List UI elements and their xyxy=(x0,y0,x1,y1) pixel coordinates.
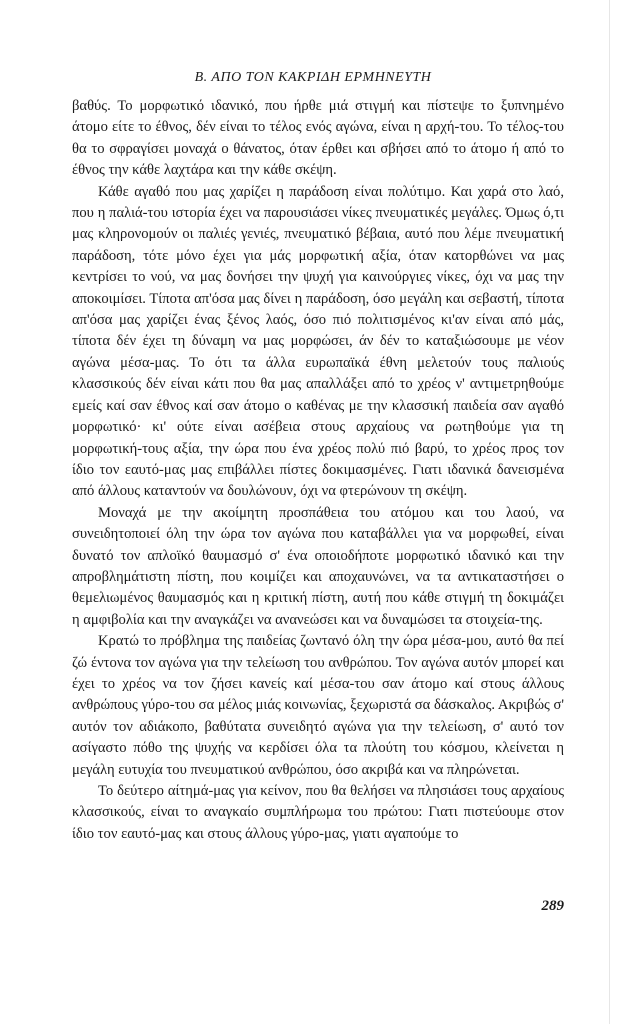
paragraph-2: Κάθε αγαθό που μας χαρίζει η παράδοση είναι πολύτιμο. Και χαρά στο λαό, που η παλιά-του ιστορία έχει να παρουσιάσει νίκες πνευματικές μεγάλες. Όμως ό,τι μας κληρονομούν οι παλιές γενιές, πνευματικό βέβαια, αυτό που λέμε πνευματική παράδοση, τότε μόνο έχει για μάς μορφωτική αξία, όταν κατορθώνει να μας κεντρίσει το νού, να μας δονήσει την ψυχή για καινούργιες νίκες, όχι να μας την αποκοιμίσει. Τίποτα απ'όσα μας δίνει η παράδοση, όσο μεγάλη και σεβαστή, τίποτα απ'όσα μας χαρίζει ένας ξένος λαός, όσο πιό πολιτισμένος κι'αν είναι από μάς, τίποτα δέν έχει τη δύναμη να μας μορφώσει, άν δέν το καταξιώσουμε με νέον αγώνα μέσα-μας. Το ότι τα άλλα ευρωπαϊκά έθνη μελετούν τους παλιούς κλασσικούς δέν είναι κάτι που θα μας απαλλάξει από το χρέος ν' αντιμετρηθούμε εμείς καί σαν έθνος καί σαν άτομο ο καθένας με την κλασσική παιδεία σαν αγαθό μορφωτικό· κι' ούτε είναι ασέβεια στους αρχαίους να ρωτηθούμε για τη μορφωτική-τους αξία, την ώρα που ένα χρέος πολύ πιό βαρύ, το χρέος προς τον ίδιο τον εαυτό-μας μας επιβάλλει πίστες δοκιμασμένες. Γιατι ιδανικά δανεισμένα από άλλους καταντούν να δουλώνουν, όχι να φτερώνουν τη σκέψη. xyxy=(72,183,564,500)
running-head: Β. ΑΠΟ ΤΟΝ ΚΑΚΡΙΔΗ ΕΡΜΗΝΕΥΤΗ xyxy=(194,70,432,85)
page-edge-line xyxy=(609,0,610,1024)
paragraph-5: Το δεύτερο αίτημά-μας για κείνον, που θα θελήσει να πλησιάσει τους αρχαίους κλασσικούς, είναι το αναγκαίο συμπλήρωμα του πρώτου: Γιατι πιστεύουμε στον ίδιο τον εαυτό-μας και στους άλλους γύρο-μας, γιατι αγαπούμε το xyxy=(72,783,564,842)
paragraph-4: Κρατώ το πρόβλημα της παιδείας ζωντανό όλη την ώρα μέσα-μου, αυτό θα πεί ζώ έντονα τον αγώνα για την τελείωση του ανθρώπου. Τον αγώνα αυτόν μπορεί και έχει το χρέος να τον ζήσει κανείς καί μέσα-του σαν άτομο καί στους άλλους ανθρώπους γύρο-του σα μέλος μιάς κοινωνίας, ξεχωριστά σα δάσκαλος. Ακριβώς σ' αυτόν τον αδιάκοπο, βαθύτατα συνειδητό αγώνα για την τελείωση, σ' αυτό τον ασίγαστο πόθο της ψυχής να κερδίσει όλα τα πλούτη του κόσμου, κλείνεται η μεγάλη ευτυχία του πνευματικού ανθρώπου, όσο ακριβά και να πληρώνεται. xyxy=(72,633,564,778)
paragraph-3: Μοναχά με την ακοίμητη προσπάθεια του ατόμου και του λαού, να συνειδητοποιεί όλη την ώρα τον αγώνα που καταβάλλει για να μορφωθεί, είναι δυνατό τον απλοϊκό θαυμασμό σ' ένα οποιοδήποτε μορφωτικό ιδανικό και την απροβλημάτιστη πίστη, που κοιμίζει και αποχαυνώνει, να τα αντικαταστήσει ο θεμελιωμένος θαυμασμός και η κριτική πίστη, αυτή που κάθε στιγμή τη δοκιμάζει η αμφιβολία και την αναγκάζει να ανανεώσει και να δυναμώσει τα στοιχεία-της. xyxy=(72,504,564,628)
page-number: 289 xyxy=(541,898,564,914)
paragraph-1: βαθύς. Το μορφωτικό ιδανικό, που ήρθε μιά στιγμή και πίστεψε το ξυπνημένο άτομο είτε το έθνος, δέν είναι το τέλος ενός αγώνα, είναι η αρχή-του. Το τέλος-του θα το σφραγίσει μοναχά ο θάνατος, όταν έρθει και σβήσει από το άτομο ή από το έθνος την κάθε λαχτάρα και την κάθε σκέψη. xyxy=(72,98,564,179)
body-text xyxy=(72,96,564,845)
